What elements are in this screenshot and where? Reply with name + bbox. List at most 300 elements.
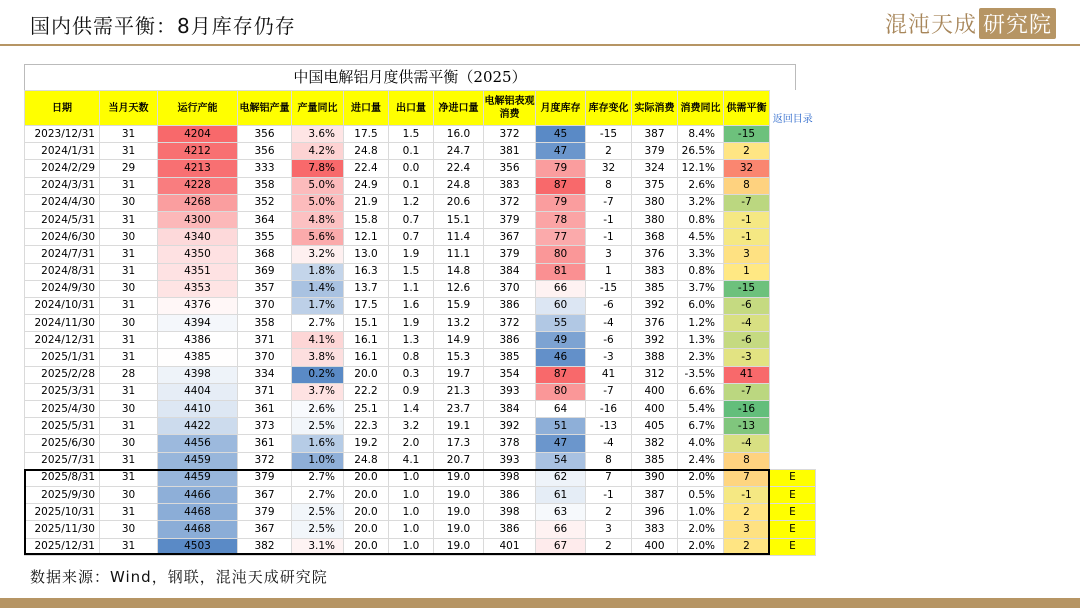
cell-export: 0.8 [389, 349, 434, 366]
cell-output: 367 [238, 521, 292, 538]
cell-output: 361 [238, 435, 292, 452]
empty-cell [770, 418, 816, 435]
cell-output-yoy: 2.7% [292, 469, 344, 486]
cell-import: 20.0 [344, 366, 389, 383]
cell-cons-yoy: 1.2% [678, 315, 724, 332]
cell-net-import: 19.0 [434, 538, 484, 555]
cell-output: 358 [238, 315, 292, 332]
table-row [25, 297, 816, 314]
cell-export: 1.4 [389, 401, 434, 418]
empty-cell [770, 246, 816, 263]
column-header: 当月天数 [100, 91, 158, 126]
cell-inv-change: 1 [586, 263, 632, 280]
column-header: 电解铝表观消费 [484, 91, 536, 126]
cell-import: 24.9 [344, 177, 389, 194]
cell-capacity: 4468 [158, 521, 238, 538]
empty-cell [770, 229, 816, 246]
cell-inventory: 87 [536, 177, 586, 194]
cell-actual: 390 [632, 469, 678, 486]
cell-balance: -6 [724, 297, 770, 314]
cell-output-yoy: 0.2% [292, 366, 344, 383]
cell-inventory: 51 [536, 418, 586, 435]
cell-capacity: 4386 [158, 332, 238, 349]
cell-actual: 380 [632, 194, 678, 211]
cell-cons-yoy: 12.1% [678, 160, 724, 177]
cell-actual: 375 [632, 177, 678, 194]
cell-capacity: 4204 [158, 126, 238, 143]
cell-capacity: 4350 [158, 246, 238, 263]
cell-date: 2025/12/31 [25, 538, 100, 555]
estimate-flag: E [770, 538, 816, 555]
table-row [25, 315, 816, 332]
cell-actual: 396 [632, 504, 678, 521]
cell-inventory: 66 [536, 521, 586, 538]
cell-output-yoy: 2.7% [292, 486, 344, 503]
cell-capacity: 4351 [158, 263, 238, 280]
cell-output: 379 [238, 504, 292, 521]
cell-output-yoy: 1.4% [292, 280, 344, 297]
empty-cell [770, 452, 816, 469]
brand-logo [885, 8, 1056, 39]
column-header: 日期 [25, 91, 100, 126]
cell-net-import: 22.4 [434, 160, 484, 177]
cell-output: 367 [238, 486, 292, 503]
cell-actual: 383 [632, 521, 678, 538]
cell-cons-yoy: 5.4% [678, 401, 724, 418]
cell-output: 369 [238, 263, 292, 280]
cell-net-import: 19.0 [434, 521, 484, 538]
cell-actual: 312 [632, 366, 678, 383]
cell-net-import: 16.0 [434, 126, 484, 143]
cell-import: 12.1 [344, 229, 389, 246]
cell-export: 1.2 [389, 194, 434, 211]
cell-import: 20.0 [344, 469, 389, 486]
cell-balance: 32 [724, 160, 770, 177]
cell-inventory: 55 [536, 315, 586, 332]
cell-apparent: 367 [484, 229, 536, 246]
cell-cons-yoy: -3.5% [678, 366, 724, 383]
cell-net-import: 14.8 [434, 263, 484, 280]
cell-date: 2025/3/31 [25, 383, 100, 400]
cell-inv-change: 2 [586, 538, 632, 555]
supply-demand-table-wrap [24, 64, 840, 556]
cell-cons-yoy: 2.6% [678, 177, 724, 194]
table-row [25, 211, 816, 228]
table-row [25, 435, 816, 452]
logo-text: 混沌天成 [884, 13, 977, 38]
cell-apparent: 356 [484, 160, 536, 177]
cell-export: 4.1 [389, 452, 434, 469]
cell-inventory: 45 [536, 126, 586, 143]
cell-net-import: 19.0 [434, 469, 484, 486]
cell-output-yoy: 3.1% [292, 538, 344, 555]
cell-inventory: 61 [536, 486, 586, 503]
empty-cell [770, 143, 816, 160]
cell-output-yoy: 3.2% [292, 246, 344, 263]
cell-date: 2024/11/30 [25, 315, 100, 332]
cell-days: 31 [100, 418, 158, 435]
cell-balance: -7 [724, 383, 770, 400]
cell-inventory: 47 [536, 143, 586, 160]
empty-cell [770, 297, 816, 314]
empty-cell [770, 401, 816, 418]
cell-capacity: 4503 [158, 538, 238, 555]
cell-balance: 2 [724, 143, 770, 160]
cell-apparent: 383 [484, 177, 536, 194]
cell-actual: 405 [632, 418, 678, 435]
cell-net-import: 20.6 [434, 194, 484, 211]
cell-days: 30 [100, 280, 158, 297]
cell-actual: 388 [632, 349, 678, 366]
cell-inv-change: 8 [586, 177, 632, 194]
cell-import: 22.2 [344, 383, 389, 400]
cell-inv-change: -4 [586, 315, 632, 332]
cell-capacity: 4459 [158, 452, 238, 469]
cell-days: 30 [100, 229, 158, 246]
cell-export: 1.6 [389, 297, 434, 314]
cell-output-yoy: 2.5% [292, 521, 344, 538]
cell-cons-yoy: 0.8% [678, 263, 724, 280]
cell-cons-yoy: 26.5% [678, 143, 724, 160]
cell-apparent: 372 [484, 315, 536, 332]
cell-net-import: 20.7 [434, 452, 484, 469]
empty-cell [770, 160, 816, 177]
cell-actual: 385 [632, 452, 678, 469]
cell-date: 2024/8/31 [25, 263, 100, 280]
cell-export: 1.0 [389, 504, 434, 521]
table-row [25, 349, 816, 366]
column-header: 净进口量 [434, 91, 484, 126]
empty-cell [770, 332, 816, 349]
cell-capacity: 4410 [158, 401, 238, 418]
cell-export: 2.0 [389, 435, 434, 452]
cell-inv-change: -3 [586, 349, 632, 366]
cell-output: 356 [238, 143, 292, 160]
cell-inventory: 62 [536, 469, 586, 486]
cell-balance: 7 [724, 469, 770, 486]
cell-days: 31 [100, 452, 158, 469]
cell-inv-change: -15 [586, 126, 632, 143]
empty-cell [770, 315, 816, 332]
empty-cell [770, 126, 816, 143]
cell-date: 2024/5/31 [25, 211, 100, 228]
cell-inv-change: -13 [586, 418, 632, 435]
cell-export: 0.7 [389, 211, 434, 228]
cell-inv-change: -1 [586, 486, 632, 503]
cell-export: 1.9 [389, 246, 434, 263]
cell-apparent: 370 [484, 280, 536, 297]
cell-net-import: 19.7 [434, 366, 484, 383]
cell-output: 368 [238, 246, 292, 263]
cell-net-import: 23.7 [434, 401, 484, 418]
cell-actual: 392 [632, 332, 678, 349]
table-row [25, 366, 816, 383]
cell-date: 2024/2/29 [25, 160, 100, 177]
cell-date: 2024/3/31 [25, 177, 100, 194]
cell-inventory: 81 [536, 263, 586, 280]
cell-date: 2023/12/31 [25, 126, 100, 143]
bottom-bar [0, 598, 1080, 608]
cell-balance: -1 [724, 486, 770, 503]
cell-net-import: 24.7 [434, 143, 484, 160]
cell-days: 31 [100, 143, 158, 160]
estimate-flag: E [770, 469, 816, 486]
table-row [25, 246, 816, 263]
cell-export: 1.0 [389, 538, 434, 555]
column-header: 实际消费 [632, 91, 678, 126]
column-header: 运行产能 [158, 91, 238, 126]
cell-capacity: 4459 [158, 469, 238, 486]
cell-actual: 385 [632, 280, 678, 297]
cell-export: 1.5 [389, 263, 434, 280]
cell-apparent: 398 [484, 469, 536, 486]
cell-inv-change: -6 [586, 332, 632, 349]
cell-inv-change: 2 [586, 504, 632, 521]
cell-days: 31 [100, 177, 158, 194]
cell-inv-change: 32 [586, 160, 632, 177]
cell-inventory: 79 [536, 194, 586, 211]
cell-import: 19.2 [344, 435, 389, 452]
cell-balance: 2 [724, 538, 770, 555]
cell-apparent: 372 [484, 126, 536, 143]
column-header: 库存变化 [586, 91, 632, 126]
cell-balance: -4 [724, 435, 770, 452]
supply-demand-table [24, 90, 816, 556]
cell-date: 2024/12/31 [25, 332, 100, 349]
cell-output-yoy: 1.7% [292, 297, 344, 314]
cell-apparent: 379 [484, 246, 536, 263]
cell-output: 334 [238, 366, 292, 383]
cell-output: 379 [238, 469, 292, 486]
empty-cell [770, 435, 816, 452]
cell-inventory: 87 [536, 366, 586, 383]
cell-net-import: 19.0 [434, 486, 484, 503]
column-header: 产量同比 [292, 91, 344, 126]
cell-capacity: 4268 [158, 194, 238, 211]
cell-date: 2024/6/30 [25, 229, 100, 246]
cell-cons-yoy: 2.0% [678, 538, 724, 555]
cell-net-import: 15.3 [434, 349, 484, 366]
empty-cell [770, 280, 816, 297]
cell-actual: 382 [632, 435, 678, 452]
cell-inventory: 80 [536, 383, 586, 400]
cell-output-yoy: 3.8% [292, 349, 344, 366]
cell-date: 2025/9/30 [25, 486, 100, 503]
table-row [25, 160, 816, 177]
cell-export: 1.0 [389, 521, 434, 538]
cell-capacity: 4213 [158, 160, 238, 177]
cell-balance: 1 [724, 263, 770, 280]
cell-output: 371 [238, 383, 292, 400]
cell-import: 22.4 [344, 160, 389, 177]
cell-output-yoy: 4.2% [292, 143, 344, 160]
cell-capacity: 4394 [158, 315, 238, 332]
cell-cons-yoy: 2.0% [678, 469, 724, 486]
cell-days: 31 [100, 126, 158, 143]
cell-apparent: 386 [484, 521, 536, 538]
estimate-flag: E [770, 521, 816, 538]
cell-export: 3.2 [389, 418, 434, 435]
cell-inv-change: -16 [586, 401, 632, 418]
cell-days: 31 [100, 332, 158, 349]
cell-apparent: 386 [484, 297, 536, 314]
cell-inv-change: -15 [586, 280, 632, 297]
cell-balance: -15 [724, 126, 770, 143]
cell-date: 2025/10/31 [25, 504, 100, 521]
cell-export: 0.7 [389, 229, 434, 246]
cell-date: 2025/7/31 [25, 452, 100, 469]
empty-cell [770, 194, 816, 211]
cell-apparent: 386 [484, 332, 536, 349]
cell-import: 20.0 [344, 521, 389, 538]
empty-cell [770, 211, 816, 228]
cell-actual: 400 [632, 383, 678, 400]
cell-inventory: 49 [536, 332, 586, 349]
cell-cons-yoy: 2.0% [678, 521, 724, 538]
cell-output: 364 [238, 211, 292, 228]
cell-net-import: 14.9 [434, 332, 484, 349]
cell-cons-yoy: 2.3% [678, 349, 724, 366]
cell-output-yoy: 1.6% [292, 435, 344, 452]
cell-apparent: 384 [484, 263, 536, 280]
cell-apparent: 392 [484, 418, 536, 435]
cell-import: 21.9 [344, 194, 389, 211]
cell-export: 0.0 [389, 160, 434, 177]
data-source-note: 数据来源：Wind，钢联，混沌天成研究院 [30, 568, 328, 586]
cell-actual: 380 [632, 211, 678, 228]
cell-import: 15.8 [344, 211, 389, 228]
cell-date: 2025/6/30 [25, 435, 100, 452]
cell-inventory: 47 [536, 435, 586, 452]
cell-date: 2025/2/28 [25, 366, 100, 383]
cell-capacity: 4398 [158, 366, 238, 383]
cell-export: 1.3 [389, 332, 434, 349]
table-row [25, 521, 816, 538]
table-row [25, 332, 816, 349]
cell-days: 30 [100, 315, 158, 332]
cell-inventory: 80 [536, 246, 586, 263]
cell-output-yoy: 2.7% [292, 315, 344, 332]
estimate-flag: E [770, 504, 816, 521]
cell-apparent: 401 [484, 538, 536, 555]
cell-inv-change: 3 [586, 246, 632, 263]
cell-days: 28 [100, 366, 158, 383]
cell-import: 13.0 [344, 246, 389, 263]
back-link-cell [770, 91, 816, 126]
cell-output-yoy: 2.5% [292, 418, 344, 435]
cell-capacity: 4340 [158, 229, 238, 246]
cell-output: 361 [238, 401, 292, 418]
empty-cell [770, 349, 816, 366]
cell-output-yoy: 2.6% [292, 401, 344, 418]
cell-balance: -1 [724, 229, 770, 246]
cell-export: 1.0 [389, 469, 434, 486]
cell-days: 31 [100, 263, 158, 280]
table-row [25, 469, 816, 486]
cell-output-yoy: 3.7% [292, 383, 344, 400]
cell-inv-change: 8 [586, 452, 632, 469]
column-header: 月度库存 [536, 91, 586, 126]
cell-days: 30 [100, 194, 158, 211]
table-row [25, 383, 816, 400]
column-header: 消费同比 [678, 91, 724, 126]
cell-capacity: 4228 [158, 177, 238, 194]
cell-inv-change: 7 [586, 469, 632, 486]
cell-export: 1.5 [389, 126, 434, 143]
cell-inventory: 67 [536, 538, 586, 555]
cell-cons-yoy: 6.0% [678, 297, 724, 314]
cell-cons-yoy: 2.4% [678, 452, 724, 469]
cell-date: 2025/5/31 [25, 418, 100, 435]
cell-output: 355 [238, 229, 292, 246]
cell-output: 352 [238, 194, 292, 211]
cell-inv-change: 41 [586, 366, 632, 383]
cell-export: 0.3 [389, 366, 434, 383]
cell-actual: 376 [632, 315, 678, 332]
cell-apparent: 378 [484, 435, 536, 452]
cell-inv-change: -6 [586, 297, 632, 314]
table-row [25, 401, 816, 418]
cell-output: 382 [238, 538, 292, 555]
cell-output: 333 [238, 160, 292, 177]
cell-cons-yoy: 3.2% [678, 194, 724, 211]
cell-apparent: 393 [484, 383, 536, 400]
cell-inventory: 66 [536, 280, 586, 297]
cell-actual: 383 [632, 263, 678, 280]
cell-import: 17.5 [344, 297, 389, 314]
cell-date: 2024/7/31 [25, 246, 100, 263]
cell-import: 16.1 [344, 349, 389, 366]
table-row [25, 504, 816, 521]
cell-capacity: 4212 [158, 143, 238, 160]
cell-inventory: 79 [536, 160, 586, 177]
cell-capacity: 4456 [158, 435, 238, 452]
back-to-contents-link[interactable]: 返回目录 [772, 113, 813, 125]
cell-days: 31 [100, 349, 158, 366]
empty-cell [770, 177, 816, 194]
cell-balance: -1 [724, 211, 770, 228]
cell-export: 0.9 [389, 383, 434, 400]
cell-net-import: 11.4 [434, 229, 484, 246]
cell-date: 2025/11/30 [25, 521, 100, 538]
cell-cons-yoy: 4.0% [678, 435, 724, 452]
column-header: 进口量 [344, 91, 389, 126]
cell-cons-yoy: 1.0% [678, 504, 724, 521]
table-row [25, 418, 816, 435]
table-row [25, 486, 816, 503]
cell-balance: -15 [724, 280, 770, 297]
cell-balance: -4 [724, 315, 770, 332]
cell-date: 2024/4/30 [25, 194, 100, 211]
table-row [25, 177, 816, 194]
cell-inv-change: 2 [586, 143, 632, 160]
cell-output: 356 [238, 126, 292, 143]
cell-days: 30 [100, 435, 158, 452]
cell-capacity: 4466 [158, 486, 238, 503]
cell-output: 373 [238, 418, 292, 435]
cell-date: 2024/9/30 [25, 280, 100, 297]
table-row [25, 229, 816, 246]
cell-cons-yoy: 6.6% [678, 383, 724, 400]
cell-cons-yoy: 6.7% [678, 418, 724, 435]
cell-days: 30 [100, 486, 158, 503]
cell-days: 31 [100, 383, 158, 400]
cell-export: 0.1 [389, 143, 434, 160]
cell-inventory: 54 [536, 452, 586, 469]
cell-days: 31 [100, 246, 158, 263]
empty-cell [770, 383, 816, 400]
cell-net-import: 24.8 [434, 177, 484, 194]
